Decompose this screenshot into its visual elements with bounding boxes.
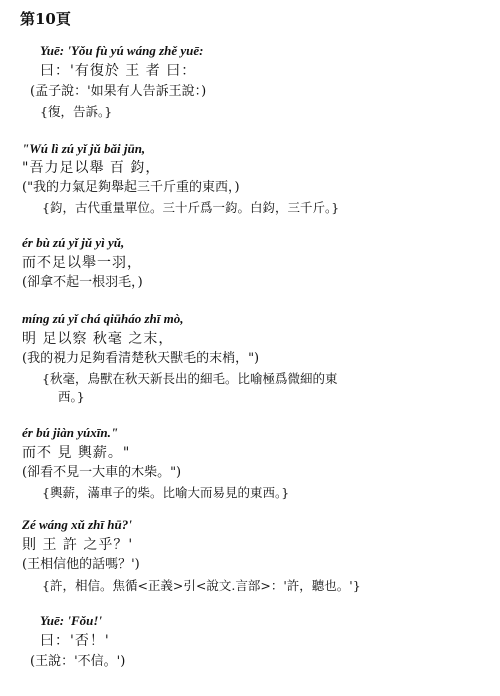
chinese-line: 曰：'否！' <box>40 633 110 649</box>
pinyin-line: Zé wáng xǔ zhī hū?' <box>22 517 132 532</box>
note-line: {輿薪，滿車子的柴。比喻大而易見的東西。} <box>42 485 290 500</box>
translation-line: (王相信他的話嗎？') <box>22 557 140 572</box>
chinese-line: 而不足以舉一羽， <box>22 255 142 271</box>
translation-line: ("我的力氣足夠舉起三千斤重的東西，) <box>22 180 240 195</box>
note-line: {復，告訴。} <box>40 104 113 119</box>
chinese-line: 明 足以察 秋毫 之末， <box>22 331 174 347</box>
pinyin-line: ér bú jiàn yúxīn." <box>22 425 119 440</box>
pinyin-line: ér bù zú yǐ jǔ yì yǔ, <box>22 235 125 250</box>
note-line: {鈞，古代重量單位。三十斤爲一鈞。白鈞，三千斤。} <box>42 200 340 215</box>
translation-line: (王說：'不信。') <box>30 654 126 669</box>
pinyin-line: "Wú lì zú yǐ jǔ bǎi jūn, <box>22 141 146 156</box>
translation-line: (卻拿不起一根羽毛，) <box>22 275 143 290</box>
chinese-line: 而不 見 輿薪。" <box>22 445 131 461</box>
chinese-line: "吾力足以舉 百 鈞， <box>22 160 161 176</box>
pinyin-line: míng zú yǐ chá qiūháo zhī mò, <box>22 311 184 326</box>
note-line: {秋毫，鳥獸在秋天新長出的細毛。比喻極爲微細的東 <box>42 371 338 386</box>
chinese-line: 曰：'有復於 王 者 曰： <box>40 63 197 79</box>
translation-line: (卻看不見一大車的木柴。") <box>22 465 182 480</box>
note-line: 西。} <box>58 389 85 404</box>
chinese-line: 則 王 許 之乎？' <box>22 537 134 553</box>
note-line: {許，相信。焦循<正義>引<說文.言部>：'許，聽也。'} <box>42 578 361 593</box>
pinyin-line: Yuē: 'Yǒu fù yú wáng zhě yuē: <box>40 43 204 58</box>
translation-line: (孟子說：'如果有人告訴王說：) <box>30 84 207 99</box>
translation-line: (我的視力足夠看清楚秋天獸毛的末梢，") <box>22 351 260 366</box>
page-header: 第10頁 <box>20 10 71 28</box>
pinyin-line: Yuē: 'Fǒu!' <box>40 613 103 628</box>
